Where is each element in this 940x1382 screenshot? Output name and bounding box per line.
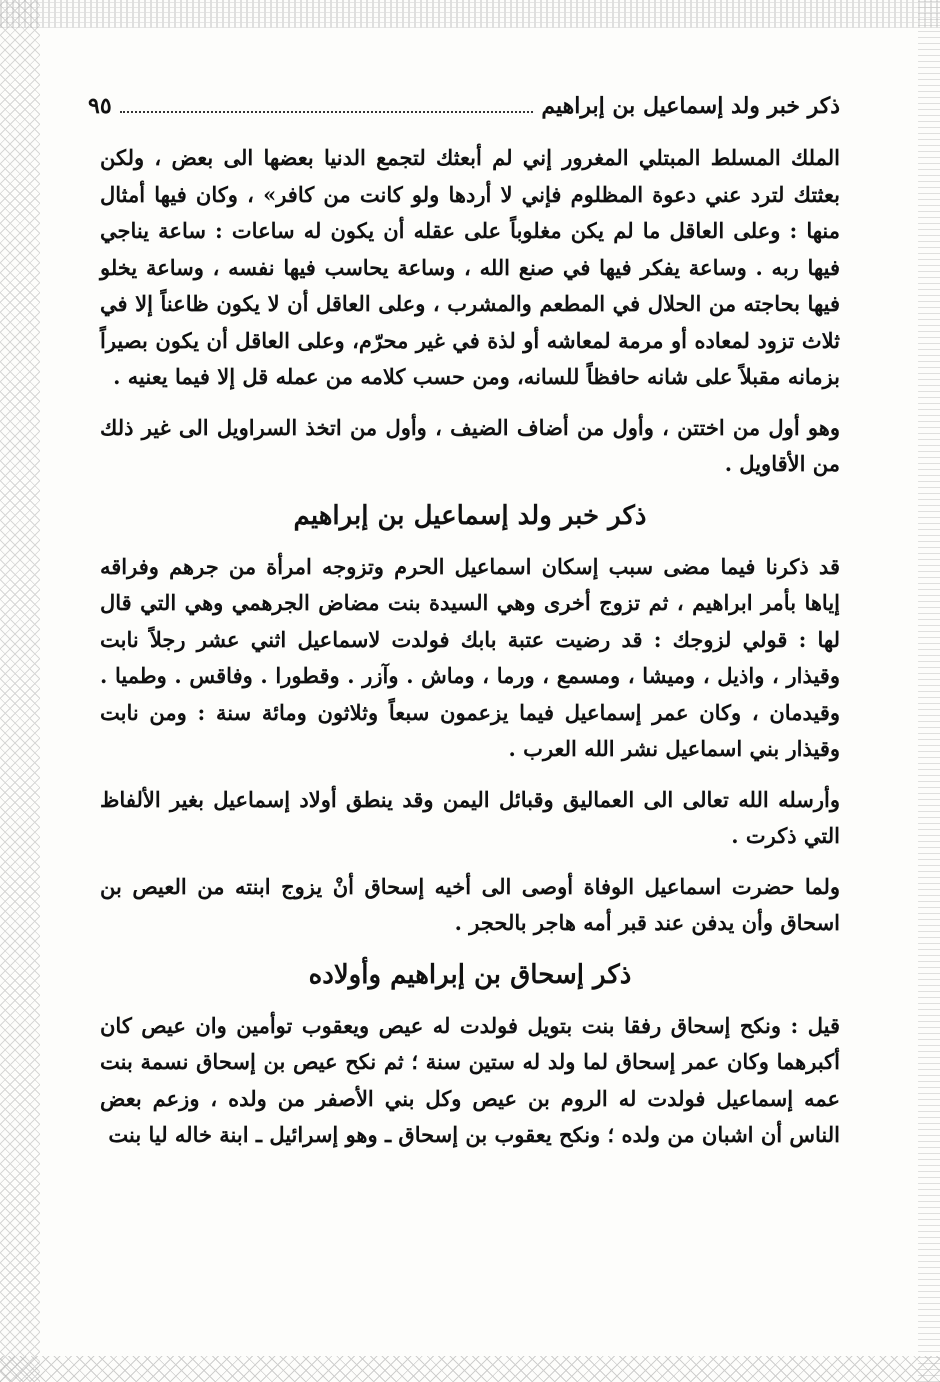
header-dotted-leader bbox=[120, 109, 534, 113]
page-number: ٩٥ bbox=[88, 93, 112, 119]
body-paragraph: ولما حضرت اسماعيل الوفاة أوصى الى أخيه إسحاق أنْ يزوج ابنته من العيص بن اسحاق وأن يدفن عند قبر أمه هاجر بالحجر . bbox=[100, 873, 840, 935]
decorative-border-right bbox=[918, 0, 940, 1382]
body-paragraph: قد ذكرنا فيما مضى سبب إسكان اسماعيل الحرم وتزوجه امرأة من جرهم وفراقه إياها بأمر ابراهيم ، ثم تزوج أخرى وهي السيدة بنت مضاض الجرهمي وهي التي قال لها : قولي لزوجك : قد رضيت عتبة بابك فولدت لاسماعيل اثني عشر رجلاً نابت وقيذار ، واذيل ، وميشا ، ومسمع ، ورما ، وماش . وآزر . وقطورا . وفاقس . وطميا . وقيدمان ، وكان عمر إسماعيل فيما يزعمون سبعاً وثلاثون ومائة سنة : ومن نابت وقيذار بني اسماعيل نشر الله العرب . bbox=[100, 553, 840, 761]
section-heading: ذكر إسحاق بن إبراهيم وأولاده bbox=[308, 959, 632, 990]
page-body bbox=[100, 140, 840, 1154]
body-paragraph: وأرسله الله تعالى الى العماليق وقبائل اليمن وقد ينطق أولاد إسماعيل بغير الألفاظ التي ذكرت . bbox=[100, 786, 840, 848]
body-paragraph: الملك المسلط المبتلي المغرور إني لم أبعثك لتجمع الدنيا بعضها الى بعض ، ولكن بعثتك لترد عني دعوة المظلوم فإني لا أردها ولو كانت من كافر» ، وكان فيها أمثال منها : وعلى العاقل ما لم يكن مغلوباً على عقله أن يكون له ساعات : ساعة يناجي فيها ربه . وساعة يفكر فيها في صنع الله ، وساعة يحاسب فيها نفسه ، وساعة يخلو فيها بحاجته من الحلال في المطعم والمشرب ، وعلى العاقل أن لا يكون ظاعناً إلا في ثلاث تزود لمعاده أو مرمة لمعاشه أو لذة في غير محرّم، وعلى العاقل أن يكون بصيراً بزمانه مقبلاً على شانه حافظاً للسانه، ومن حسب كلامه من عمله قل إلا فيما يعنيه . bbox=[100, 145, 840, 389]
decorative-border-left bbox=[0, 0, 40, 1382]
section-heading: ذكر خبر ولد إسماعيل بن إبراهيم bbox=[293, 500, 647, 531]
decorative-border-bottom bbox=[0, 1356, 940, 1382]
body-paragraph: قيل : ونكح إسحاق رفقا بنت بتويل فولدت له عيص ويعقوب توأمين وان عيص كان أكبرهما وكان عمر إسحاق لما ولد له ستين سنة ؛ ثم نكح عيص بن إسحاق نسمة بنت عمه إسماعيل فولدت له الروم بن عيص وكل بني الأصفر من ولده ، وزعم بعض الناس أن اشبان من ولده ؛ ونكح يعقوب بن إسحاق ـ وهو إسرائيل ـ ابنة خاله ليا بنت bbox=[100, 1012, 840, 1147]
body-paragraph: وهو أول من اختتن ، وأول من أضاف الضيف ، وأول من اتخذ السراويل الى غير ذلك من الأقاويل . bbox=[100, 414, 840, 476]
decorative-border-top bbox=[0, 0, 940, 28]
running-header-title: ذكر خبر ولد إسماعيل بن إبراهيم bbox=[541, 93, 840, 119]
running-header bbox=[88, 86, 840, 126]
